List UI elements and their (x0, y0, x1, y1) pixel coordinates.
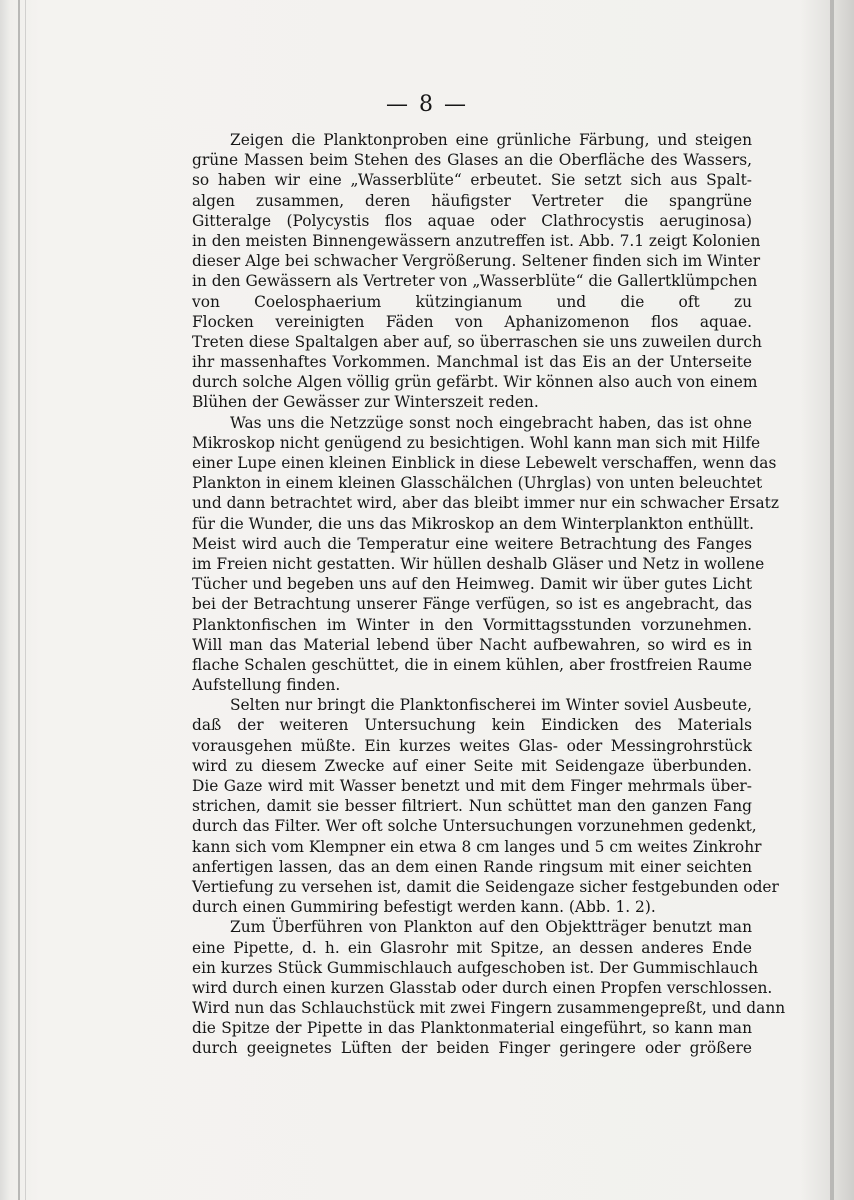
text-line: bei der Betrachtung unserer Fänge verfügen, so ist es angebracht, das (192, 595, 752, 614)
text-line: Aufstellung finden. (192, 676, 341, 695)
text-line: algen zusammen, deren häufigster Vertreter die spangrüne (192, 191, 752, 210)
text-line: durch geeignetes Lüften der beiden Finger geringere oder größere (192, 1039, 752, 1058)
text-line: durch einen Gummiring befestigt werden kann. (Abb. 1. 2). (192, 898, 656, 917)
text-line: Zum Überführen von Plankton auf den Objektträger benutzt man (230, 918, 752, 937)
text-line: von Coelosphaerium kützingianum und die oft zu (192, 292, 752, 311)
text-line: wird zu diesem Zwecke auf einer Seite mit Seidengaze überbunden. (192, 756, 752, 775)
text-line: Planktonfischen im Winter in den Vormittagsstunden vorzunehmen. (192, 615, 752, 634)
text-line: anfertigen lassen, das an dem einen Rande ringsum mit einer seichten (192, 857, 752, 876)
text-line: in den Gewässern als Vertreter von „Wasserblüte“ die Gallertklümpchen (192, 272, 758, 291)
text-line: Vertiefung zu versehen ist, damit die Seidengaze sicher festgebunden oder (192, 877, 779, 896)
text-line: grüne Massen beim Stehen des Glases an die Oberfläche des Wassers, (192, 151, 752, 170)
text-line: wird durch einen kurzen Glasstab oder durch einen Propfen verschlossen. (192, 978, 773, 997)
text-line: Die Gaze wird mit Wasser benetzt und mit dem Finger mehrmals über- (192, 777, 752, 795)
text-line: die Spitze der Pipette in das Planktonmaterial eingeführt, so kann man (192, 1019, 752, 1038)
text-line: Will man das Material lebend über Nacht aufbewahren, so wird es in (192, 635, 752, 654)
binding-edge-line (25, 0, 26, 1200)
text-line: im Freien nicht gestatten. Wir hüllen deshalb Gläser und Netz in wollene (192, 554, 765, 573)
text-line: Was uns die Netzzüge sonst noch eingebracht haben, das ist ohne (230, 413, 752, 432)
text-line: und dann betrachtet wird, aber das bleibt immer nur ein schwacher Ersatz (192, 494, 779, 513)
text-line: Selten nur bringt die Planktonfischerei im Winter soviel Ausbeute, (230, 696, 752, 715)
text-line: Flocken vereinigten Fäden von Aphanizomenon flos aquae. (192, 312, 752, 331)
text-line: eine Pipette, d. h. ein Glasrohr mit Spitze, an dessen anderes Ende (192, 938, 752, 957)
text-line: einer Lupe einen kleinen Einblick in diese Lebewelt verschaffen, wenn das (192, 454, 777, 472)
binding-edge-shadow (18, 0, 20, 1200)
text-line: strichen, damit sie besser filtriert. Nun schüttet man den ganzen Fang (192, 797, 752, 816)
text-line: Mikroskop nicht genügend zu besichtigen. Wohl kann man sich mit Hilfe (192, 433, 761, 452)
text-line: in den meisten Binnengewässern anzutreffen ist. Abb. 7.1 zeigt Kolonien (192, 231, 761, 250)
text-line: Wird nun das Schlauchstück mit zwei Fingern zusammengepreßt, und dann (192, 999, 786, 1018)
body-text (192, 130, 786, 1059)
text-line: flache Schalen geschüttet, die in einem kühlen, aber frostfreien Raume (192, 655, 752, 674)
text-line: Blühen der Gewässer zur Winterszeit reden. (192, 393, 539, 412)
page-edge-shadow (830, 0, 834, 1200)
page-number: — 8 — (386, 92, 468, 117)
text-line: dieser Alge bei schwacher Vergrößerung. Seltener finden sich im Winter (192, 252, 761, 271)
text-line: daß der weiteren Untersuchung kein Eindicken des Materials (192, 716, 752, 735)
text-line: ihr massenhaftes Vorkommen. Manchmal ist das Eis an der Unterseite (192, 353, 752, 372)
text-line: durch solche Algen völlig grün gefärbt. Wir können also auch von einem (192, 373, 758, 392)
text-line: Meist wird auch die Temperatur eine weitere Betrachtung des Fanges (192, 534, 752, 553)
text-line: so haben wir eine „Wasserblüte“ erbeutet. Sie setzt sich aus Spalt- (192, 171, 752, 190)
text-line: kann sich vom Klempner ein etwa 8 cm langes und 5 cm weites Zinkrohr (192, 837, 762, 856)
text-line: Gitteralge (Polycystis flos aquae oder Clathrocystis aeruginosa) (192, 211, 752, 230)
text-line: Tücher und begeben uns auf den Heimweg. Damit wir über gutes Licht (192, 575, 752, 594)
text-line: Zeigen die Planktonproben eine grünliche Färbung, und steigen (230, 131, 752, 149)
text-line: Treten diese Spaltalgen aber auf, so überraschen sie uns zuweilen durch (192, 332, 762, 351)
text-line: vorausgehen müßte. Ein kurzes weites Glas- oder Messingrohrstück (192, 736, 752, 755)
text-line: Plankton in einem kleinen Glasschälchen (Uhrglas) von unten beleuchtet (192, 474, 763, 493)
text-line: ein kurzes Stück Gummischlauch aufgeschoben ist. Der Gummischlauch (192, 958, 759, 977)
text-line: durch das Filter. Wer oft solche Untersuchungen vorzunehmen gedenkt, (192, 817, 757, 836)
text-line: für die Wunder, die uns das Mikroskop an dem Winterplankton enthüllt. (192, 514, 754, 533)
